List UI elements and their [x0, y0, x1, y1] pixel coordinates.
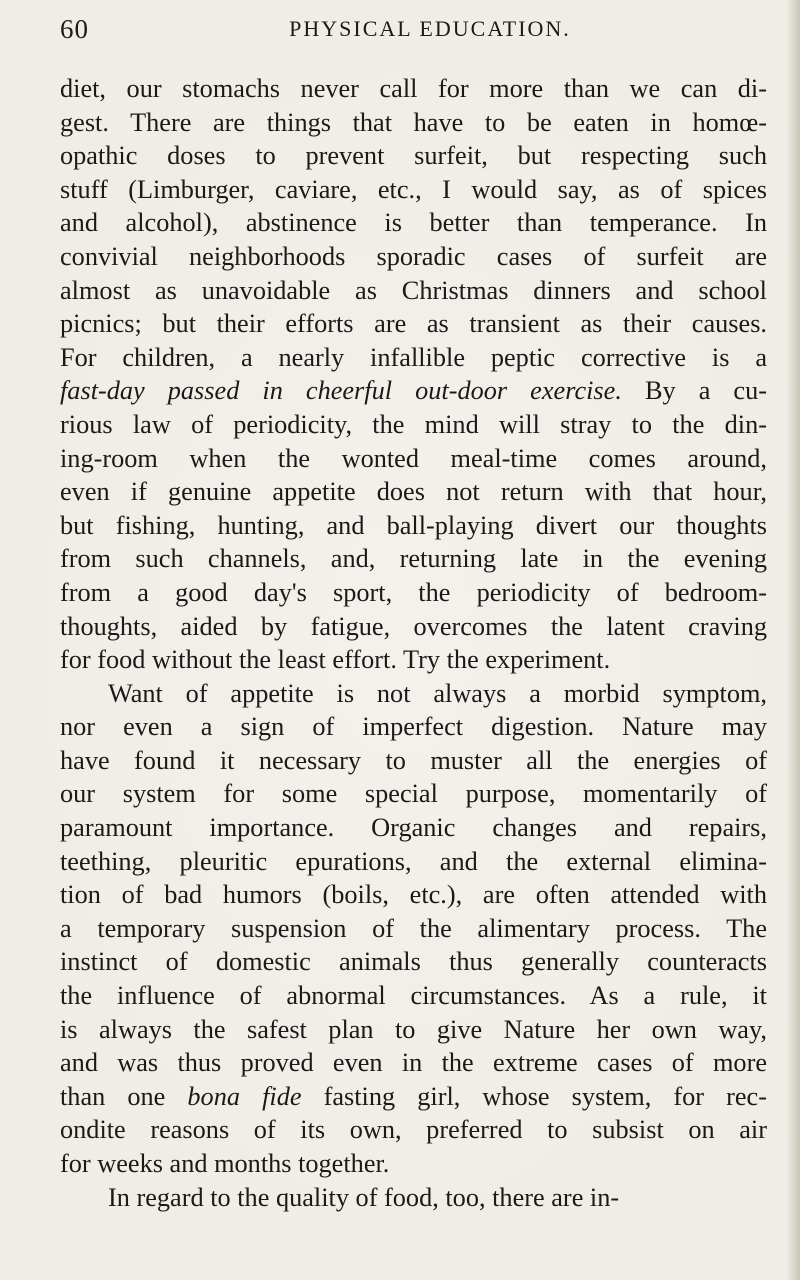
text-segment: ondite reasons of its own, preferred to subsist on air — [60, 1115, 767, 1145]
text-segment: tion of bad humors (boils, etc.), are often attended with — [60, 880, 767, 910]
page-edge-shadow — [786, 0, 800, 1280]
text-line — [60, 610, 767, 644]
text-line — [60, 307, 767, 341]
text-segment: diet, our stomachs never call for more than we can di- — [60, 74, 767, 103]
text-line — [60, 1113, 767, 1147]
paragraph — [60, 72, 767, 677]
text-line — [60, 878, 767, 912]
text-line — [60, 475, 767, 509]
text-line — [60, 408, 767, 442]
text-line — [60, 777, 767, 811]
text-line — [60, 1181, 767, 1215]
text-line — [60, 542, 767, 576]
text-segment: from a good day's sport, the periodicity of bedroom- — [60, 577, 767, 607]
text-line — [60, 139, 767, 173]
text-segment: rious law of periodicity, the mind will stray to the din- — [60, 409, 767, 439]
text-line — [60, 643, 767, 677]
text-segment: Want of appetite is not always a morbid symptom, — [108, 678, 767, 708]
paragraph — [60, 1181, 767, 1215]
text-line — [60, 1080, 767, 1114]
text-segment: and alcohol), abstinence is better than temperance. In — [60, 208, 767, 238]
text-segment: the influence of abnormal circumstances. As a rule, it — [60, 981, 767, 1011]
text-segment: By a cu- — [621, 376, 767, 406]
text-segment: For children, a nearly infallible peptic corrective is a — [60, 342, 767, 372]
text-line — [60, 912, 767, 946]
italic-text: bona fide — [187, 1081, 302, 1111]
text-segment: nor even a sign of imperfect digestion. Nature may — [60, 712, 767, 742]
text-line — [60, 945, 767, 979]
text-segment: a temporary suspension of the alimentary process. The — [60, 913, 767, 943]
text-segment: from such channels, and, returning late in the evening — [60, 544, 767, 574]
text-segment: have found it necessary to muster all the energies of — [60, 745, 767, 775]
text-segment: stuff (Limburger, caviare, etc., I would say, as of spices — [60, 174, 767, 204]
text-segment: but fishing, hunting, and ball-playing divert our thoughts — [60, 510, 767, 540]
text-segment: for weeks and months together. — [60, 1149, 390, 1178]
text-segment: for food without the least effort. Try the experiment. — [60, 645, 611, 675]
text-line — [60, 845, 767, 879]
text-line — [60, 173, 767, 207]
text-line — [60, 710, 767, 744]
text-segment: In regard to the quality of food, too, there are in- — [108, 1182, 620, 1212]
text-line — [60, 72, 767, 106]
text-line — [60, 576, 767, 610]
text-line — [60, 206, 767, 240]
page-number: 60 — [60, 14, 89, 44]
text-line — [60, 341, 767, 375]
text-segment: picnics; but their efforts are as transient as their causes. — [60, 309, 767, 339]
text-line — [60, 744, 767, 778]
text-segment: and was thus proved even in the extreme cases of more — [60, 1048, 767, 1078]
paragraph — [60, 677, 767, 1181]
text-line — [60, 677, 767, 711]
text-segment: teething, pleuritic epurations, and the external elimina- — [60, 846, 767, 876]
text-segment: almost as unavoidable as Christmas dinners and school — [60, 275, 767, 305]
text-line — [60, 374, 767, 408]
text-line — [60, 442, 767, 476]
text-segment: paramount importance. Organic changes and repairs, — [60, 813, 767, 843]
text-line — [60, 1147, 767, 1181]
running-head: PHYSICAL EDUCATION. — [289, 16, 571, 41]
page-header — [60, 14, 770, 54]
text-segment: fasting girl, whose system, for rec- — [301, 1081, 767, 1111]
text-line — [60, 274, 767, 308]
text-segment: even if genuine appetite does not return with that hour, — [60, 477, 767, 507]
text-segment: opathic doses to prevent surfeit, but respecting such — [60, 141, 767, 171]
body-text — [60, 72, 767, 1214]
text-segment: ing-room when the wonted meal-time comes around, — [60, 443, 767, 473]
text-segment: instinct of domestic animals thus generally counteracts — [60, 947, 767, 977]
italic-text: fast-day passed in cheerful out-door exercise. — [60, 376, 622, 406]
text-line — [60, 811, 767, 845]
text-line — [60, 1013, 767, 1047]
text-segment: is always the safest plan to give Nature her own way, — [60, 1014, 767, 1044]
text-line — [60, 106, 767, 140]
text-segment: our system for some special purpose, momentarily of — [60, 779, 767, 809]
text-segment: thoughts, aided by fatigue, overcomes the latent craving — [60, 611, 767, 641]
text-line — [60, 1046, 767, 1080]
text-segment: gest. There are things that have to be eaten in homœ- — [60, 107, 767, 137]
text-line — [60, 979, 767, 1013]
text-line — [60, 509, 767, 543]
text-segment: convivial neighborhoods sporadic cases of surfeit are — [60, 241, 767, 271]
text-line — [60, 240, 767, 274]
text-segment: than one — [60, 1081, 188, 1111]
